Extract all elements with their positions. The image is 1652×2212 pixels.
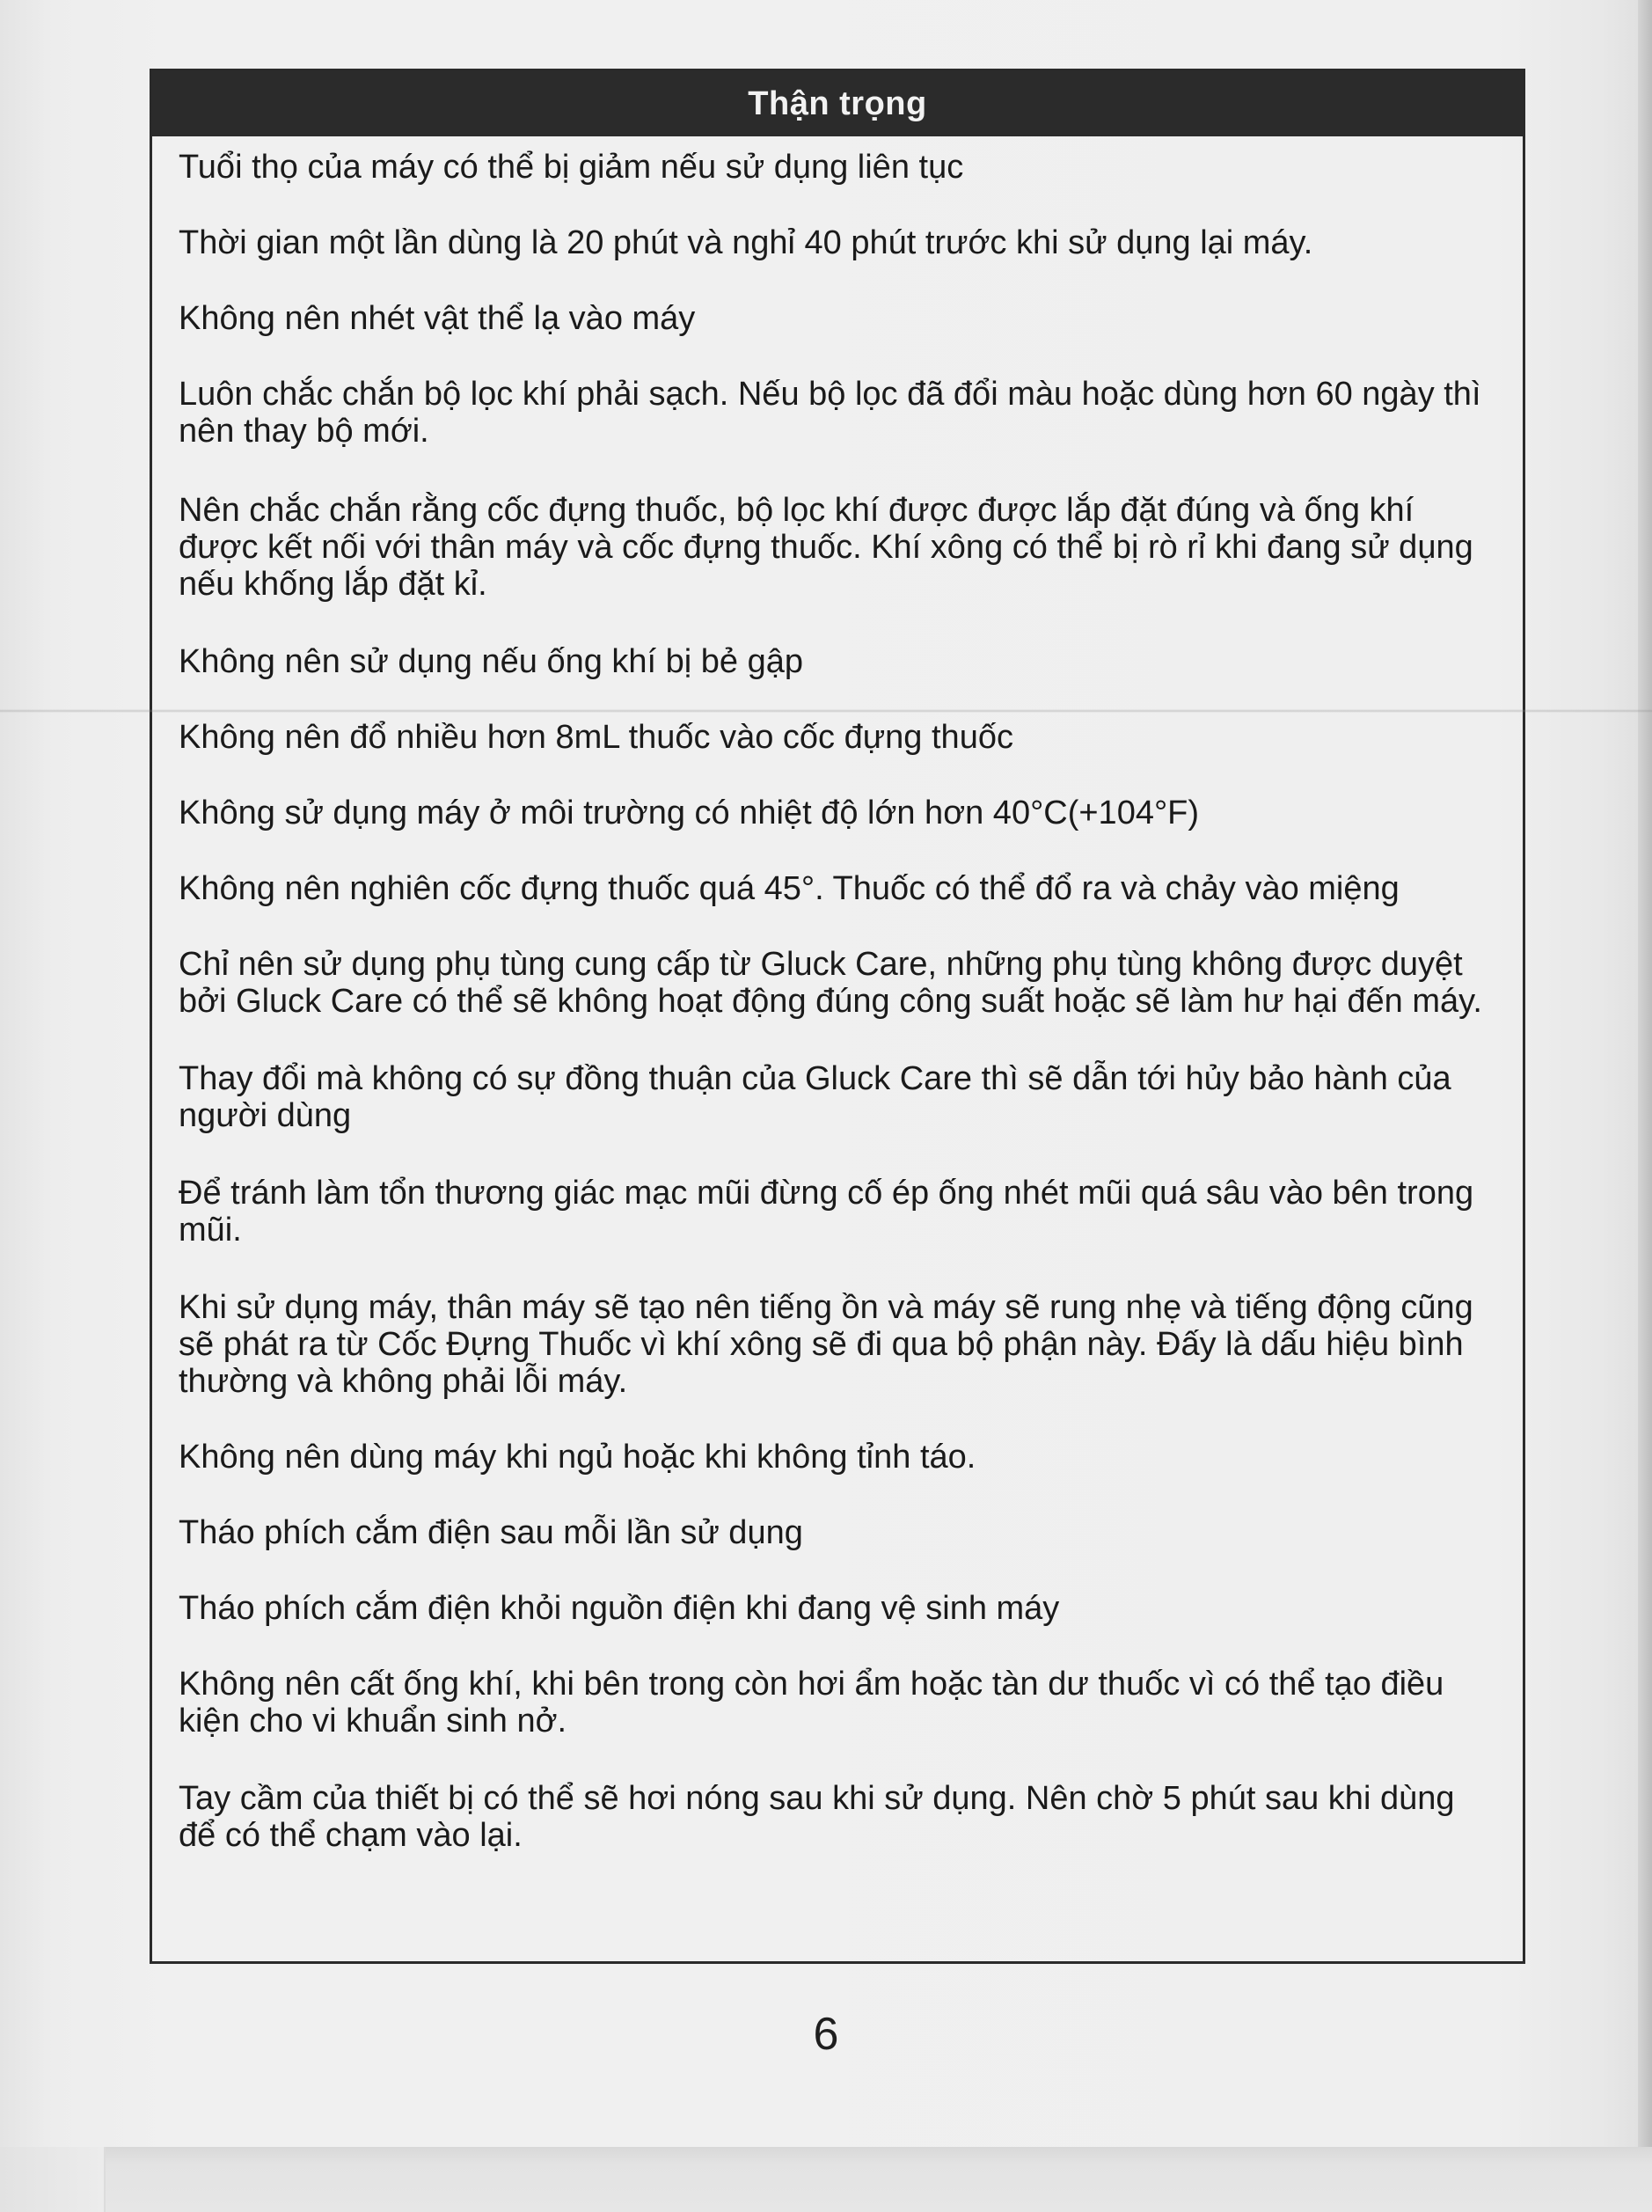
- caution-item: Tháo phích cắm điện khỏi nguồn điện khi đang vệ sinh máy: [179, 1590, 1060, 1627]
- caution-item: Tháo phích cắm điện sau mỗi lần sử dụng: [179, 1514, 803, 1551]
- caution-item: Thời gian một lần dùng là 20 phút và nghỉ 40 phút trước khi sử dụng lại máy.: [179, 224, 1313, 261]
- caution-box: [150, 69, 1525, 1964]
- caution-title: Thận trọng: [152, 71, 1523, 136]
- caution-item: Không nên sử dụng nếu ống khí bị bẻ gập: [179, 643, 804, 680]
- caution-item: Không sử dụng máy ở môi trường có nhiệt độ lớn hơn 40°C(+104°F): [179, 795, 1200, 831]
- caution-item: Không nên nhét vật thể lạ vào máy: [179, 300, 696, 337]
- caution-item: Không nên cất ống khí, khi bên trong còn hơi ẩm hoặc tàn dư thuốc vì có thể tạo điều kiện cho vi khuẩn sinh nở.: [179, 1666, 1444, 1740]
- caution-item: Chỉ nên sử dụng phụ tùng cung cấp từ Gluck Care, những phụ tùng không được duyệt bởi Gluck Care có thể sẽ không hoạt động đúng công suất hoặc sẽ làm hư hại đến máy.: [179, 946, 1482, 1020]
- caution-item: Khi sử dụng máy, thân máy sẽ tạo nên tiếng ồn và máy sẽ rung nhẹ và tiếng động cũng sẽ phát ra từ Cốc Đựng Thuốc vì khí xông sẽ đi qua bộ phận này. Đấy là dấu hiệu bình thường và không phải lỗi máy.: [179, 1289, 1473, 1400]
- page-right-edge: [1638, 0, 1652, 2147]
- caution-list: [152, 136, 1523, 1854]
- caution-item: Luôn chắc chắn bộ lọc khí phải sạch. Nếu bộ lọc đã đổi màu hoặc dùng hơn 60 ngày thì nên thay bộ mới.: [179, 376, 1481, 450]
- caution-item: Để tránh làm tổn thương giác mạc mũi đừng cố ép ống nhét mũi quá sâu vào bên trong mũi.: [179, 1175, 1474, 1249]
- caution-item: Tay cầm của thiết bị có thể sẽ hơi nóng sau khi sử dụng. Nên chờ 5 phút sau khi dùng để có thể chạm vào lại.: [179, 1780, 1455, 1854]
- page-number: 6: [813, 2009, 839, 2060]
- caution-item: Không nên nghiên cốc đựng thuốc quá 45°. Thuốc có thể đổ ra và chảy vào miệng: [179, 870, 1400, 907]
- caution-item: Thay đổi mà không có sự đồng thuận của Gluck Care thì sẽ dẫn tới hủy bảo hành của người dùng: [179, 1060, 1451, 1134]
- paper-fold-line: [0, 709, 1652, 713]
- caution-item: Không nên dùng máy khi ngủ hoặc khi không tỉnh táo.: [179, 1439, 976, 1476]
- caution-item: Tuổi thọ của máy có thể bị giảm nếu sử dụng liên tục: [179, 149, 964, 186]
- page-bottom-edge: [106, 2147, 1652, 2212]
- caution-item: Không nên đổ nhiều hơn 8mL thuốc vào cốc đựng thuốc: [179, 719, 1013, 756]
- caution-item: Nên chắc chắn rằng cốc đựng thuốc, bộ lọc khí được được lắp đặt đúng và ống khí được kết nối với thân máy và cốc đựng thuốc. Khí xông có thể bị rò rỉ khi đang sử dụng nếu khống lắp đặt kỉ.: [179, 492, 1473, 603]
